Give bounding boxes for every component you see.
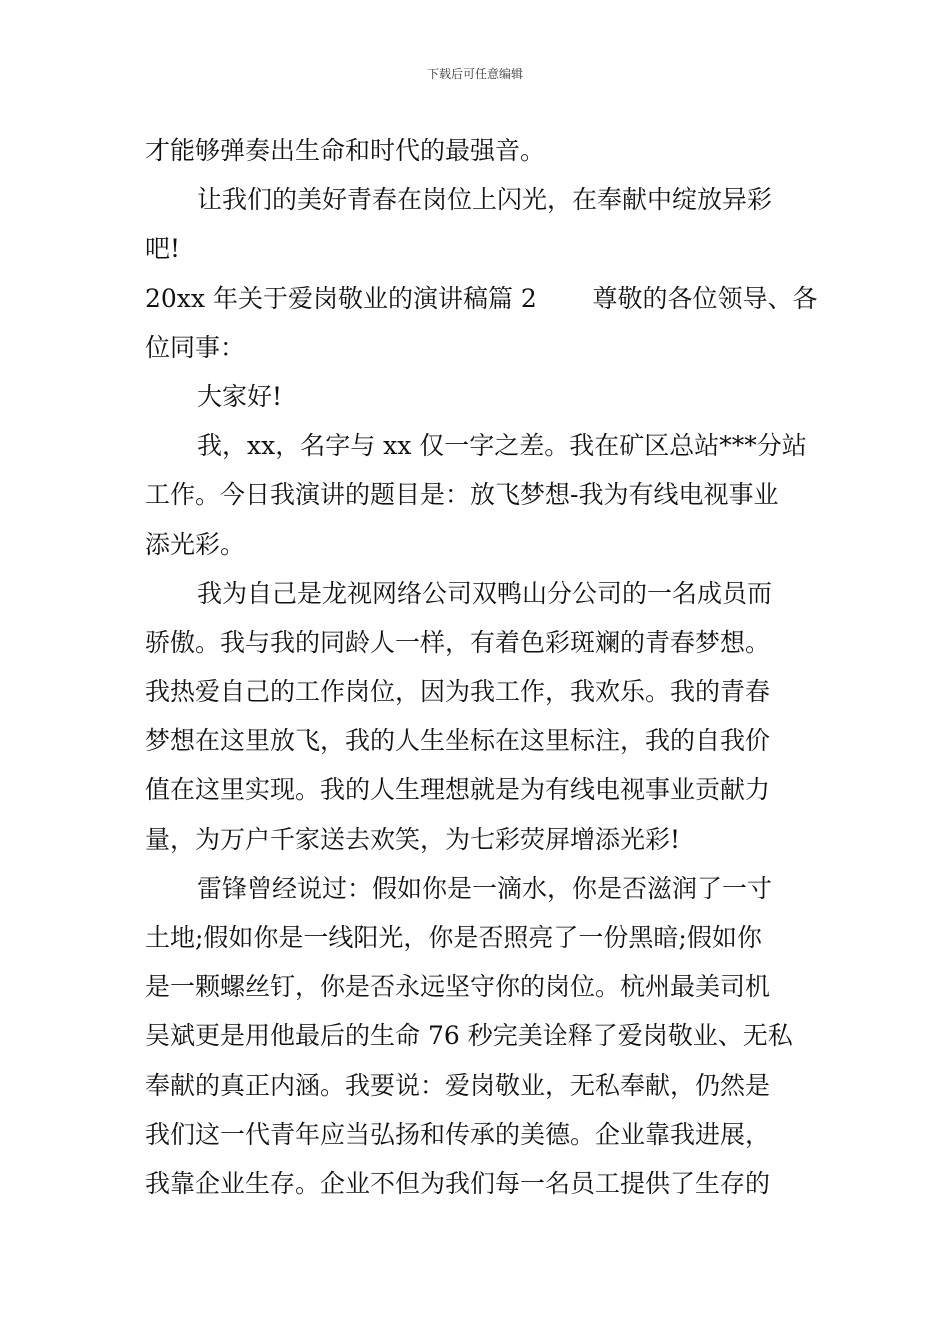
text-line: 我靠企业生存。企业不但为我们每一名员工提供了生存的 — [145, 1168, 771, 1198]
text-line: 梦想在这里放飞，我的人生坐标在这里标注，我的自我价 — [145, 726, 771, 756]
text-line: 添光彩。 — [145, 529, 246, 559]
text-line: 工作。今日我演讲的题目是：放飞梦想-我为有线电视事业 — [145, 480, 779, 510]
greeting-line: 大家好! — [197, 381, 283, 411]
section-title-line: 20xx 年关于爱岗敬业的演讲稿篇 2 尊敬的各位领导、各 — [145, 283, 818, 313]
text-line: 吴斌更是用他最后的生命 76 秒完美诠释了爱岗敬业、无私 — [145, 1021, 793, 1051]
text-line: 吧! — [145, 234, 181, 264]
text-line: 我热爱自己的工作岗位，因为我工作，我欢乐。我的青春 — [145, 677, 771, 707]
page-header: 下载后可任意编辑 — [426, 67, 523, 81]
paragraph-start-line: 我为自己是龙视网络公司双鸭山分公司的一名成员而 — [197, 578, 773, 608]
paragraph-start-line: 我，xx，名字与 xx 仅一字之差。我在矿区总站***分站 — [197, 431, 807, 461]
paragraph-start-line: 让我们的美好青春在岗位上闪光，在奉献中绽放异彩 — [197, 185, 773, 215]
text-line: 是一颗螺丝钉，你是否永远坚守你的岗位。杭州最美司机 — [145, 972, 771, 1002]
text-line: 骄傲。我与我的同龄人一样，有着色彩斑斓的青春梦想。 — [145, 627, 771, 657]
text-line: 土地;假如你是一线阳光，你是否照亮了一份黑暗;假如你 — [145, 923, 762, 952]
text-line: 我们这一代青年应当弘扬和传承的美德。企业靠我进展， — [145, 1119, 771, 1149]
text-line: 量，为万户千家送去欢笑，为七彩荧屏增添光彩! — [145, 824, 681, 854]
text-line: 奉献的真正内涵。我要说：爱岗敬业，无私奉献，仍然是 — [145, 1070, 771, 1100]
paragraph-start-line: 雷锋曾经说过：假如你是一滴水，你是否滋润了一寸 — [197, 873, 773, 903]
text-line: 位同事： — [145, 332, 246, 362]
text-line: 才能够弹奏出生命和时代的最强音。 — [145, 136, 546, 165]
text-line: 值在这里实现。我的人生理想就是为有线电视事业贡献力 — [145, 775, 771, 805]
document-body — [145, 126, 818, 1208]
